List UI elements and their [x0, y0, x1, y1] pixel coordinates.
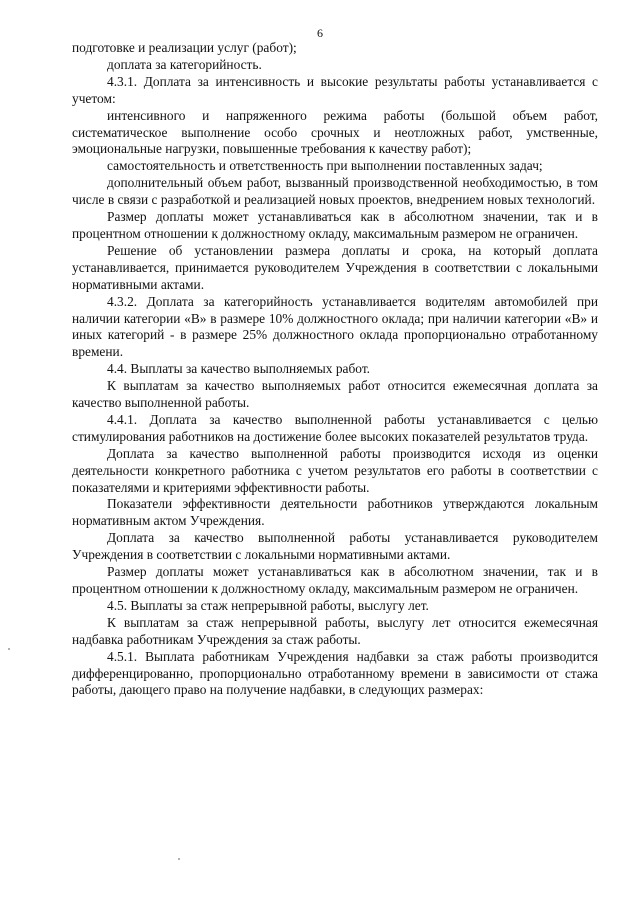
paragraph: Показатели эффективности деятельности работников утверждаются локальным нормативным актом Учреждения.: [72, 496, 598, 529]
paragraph: интенсивного и напряженного режима работы (большой объем работ, систематическое выполнение особо срочных и неотложных работ, умственные, эмоциональные нагрузки, повышенные требования к качеству работ);: [72, 107, 598, 157]
paragraph: доплата за категорийность.: [107, 56, 262, 72]
paragraph: 4.5.1. Выплата работникам Учреждения надбавки за стаж работы производится дифференцированно, пропорционально отработанному времени в зависимости от стажа работы, дающего право на получение надбавки, в следующих размерах:: [72, 648, 598, 698]
scan-speck: [178, 858, 180, 860]
scan-speck: [8, 648, 10, 650]
paragraph: 4.5. Выплаты за стаж непрерывной работы, выслугу лет.: [107, 597, 429, 613]
paragraph: самостоятельность и ответственность при выполнении поставленных задач;: [107, 158, 543, 174]
document-body: [72, 40, 598, 699]
paragraph: подготовке и реализации услуг (работ);: [72, 40, 297, 55]
paragraph: Размер доплаты может устанавливаться как в абсолютном значении, так и в процентном отношении к должностному окладу, максимальным размером не ограничен.: [72, 564, 598, 596]
paragraph: Размер доплаты может устанавливаться как в абсолютном значении, так и в процентном отношении к должностному окладу, максимальным размером не ограничен.: [72, 209, 598, 241]
paragraph: Доплата за качество выполненной работы устанавливается руководителем Учреждения в соответствии с локальными нормативными актами.: [72, 530, 598, 563]
paragraph: 4.3.1. Доплата за интенсивность и высокие результаты работы устанавливается с учетом:: [72, 73, 598, 106]
paragraph: дополнительный объем работ, вызванный производственной необходимостью, в том числе в связи с разработкой и реализацией новых проектов, внедрением новых технологий.: [72, 175, 598, 208]
paragraph: Решение об установлении размера доплаты и срока, на который доплата устанавливается, принимается руководителем Учреждения в соответствии с локальными нормативными актами.: [72, 242, 598, 292]
page-number: 6: [317, 26, 323, 40]
paragraph: Доплата за качество выполненной работы производится исходя из оценки деятельности конкретного работника с учетом результатов его работы в соответствии с показателями и критериями эффективности работы.: [72, 445, 598, 495]
paragraph: 4.4.1. Доплата за качество выполненной работы устанавливается с целью стимулирования работников на достижение более высоких показателей результатов труда.: [72, 411, 598, 444]
paragraph: К выплатам за стаж непрерывной работы, выслугу лет относится ежемесячная надбавка работникам Учреждения за стаж работы.: [72, 614, 598, 647]
paragraph: К выплатам за качество выполняемых работ относится ежемесячная доплата за качество выполненной работы.: [72, 378, 598, 411]
paragraph: 4.4. Выплаты за качество выполняемых работ.: [107, 361, 371, 377]
paragraph: 4.3.2. Доплата за категорийность устанавливается водителям автомобилей при наличии категории «В» в размере 10% должностного оклада; при наличии категории «В» и иных категорий - в размере 25% должностного оклада пропорционально отработанному времени.: [72, 293, 598, 360]
